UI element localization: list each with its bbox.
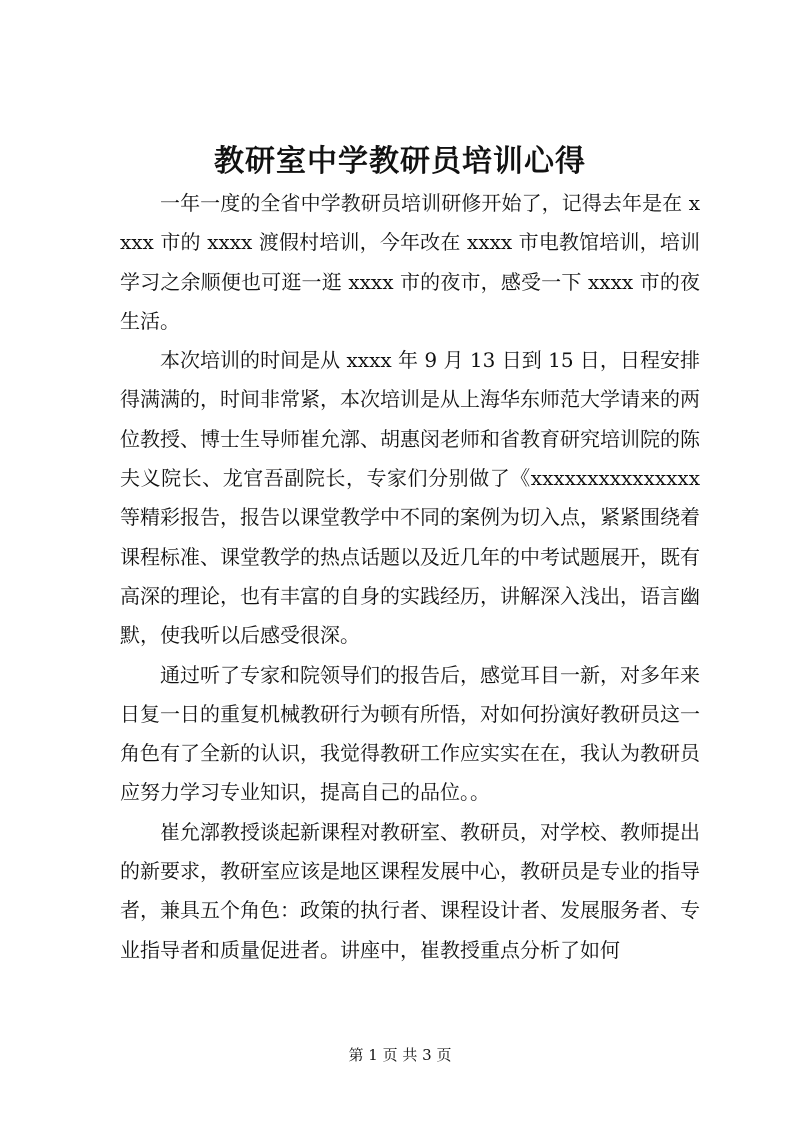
paragraph-4: 崔允漷教授谈起新课程对教研室、教研员，对学校、教师提出的新要求，教研室应该是地区课程发展中心，教研员是专业的指导者，兼具五个角色：政策的执行者、课程设计者、发展服务者、专业指导者和质量促进者。讲座中，崔教授重点分析了如何: [120, 819, 700, 962]
document-body: [120, 184, 700, 970]
paragraph-3: 通过听了专家和院领导们的报告后，感觉耳目一新，对多年来日复一日的重复机械教研行为顿有所悟，对如何扮演好教研员这一角色有了全新的认识，我觉得教研工作应实实在在，我认为教研员应努力学习专业知识，提高自己的品位。。: [120, 662, 700, 805]
paragraph-2: 本次培训的时间是从 xxxx 年 9 月 13 日到 15 日，日程安排得满满的，时间非常紧，本次培训是从上海华东师范大学请来的两位教授、博士生导师崔允漷、胡惠闵老师和省教育研究培训院的陈夫义院长、龙官吾副院长，专家们分别做了《xxxxxxxxxxxxxxx 等精彩报告，报告以课堂教学中不同的案例为切入点，紧紧围绕着课程标准、课堂教学的热点话题以及近几年的中考试题展开，既有高深的理论，也有丰富的自身的实践经历，讲解深入浅出，语言幽默，使我听以后感受很深。: [120, 348, 700, 648]
document-title: 教研室中学教研员培训心得: [214, 144, 586, 179]
page-footer: 第 1 页 共 3 页: [348, 1046, 452, 1064]
paragraph-1: 一年一度的全省中学教研员培训研修开始了，记得去年是在 xxxx 市的 xxxx 渡假村培训，今年改在 xxxx 市电教馆培训，培训学习之余顺便也可逛一逛 xxxx 市的夜市，感受一下 xxxx 市的夜生活。: [120, 191, 700, 333]
